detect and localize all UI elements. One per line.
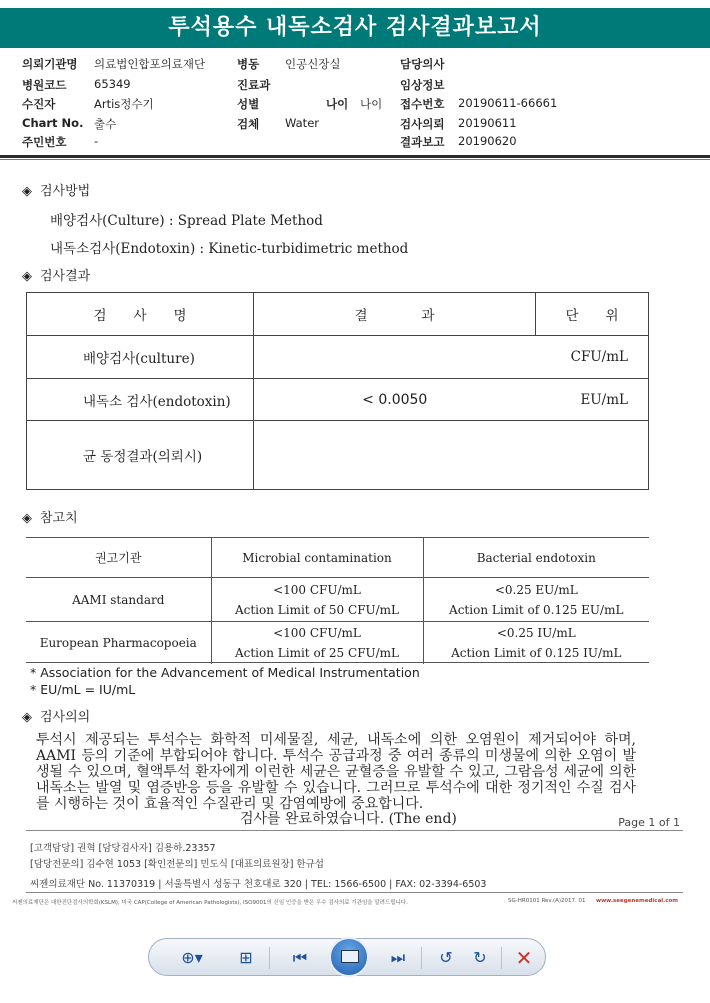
recipient-label: 수진자 (22, 97, 56, 111)
resident-no-value: - (94, 134, 99, 148)
fit-page-icon[interactable]: ⊞ (239, 948, 253, 967)
results-heading-text: 검사결과 (40, 269, 91, 284)
viewer-toolbar (148, 938, 546, 976)
ward-label: 병동 (237, 57, 260, 71)
opinion-heading (22, 706, 90, 725)
footer-divider-2 (26, 892, 683, 893)
clinical-info-label: 임상정보 (400, 78, 445, 92)
resident-no-label: 주민번호 (22, 135, 67, 149)
doctor-label: 담당의사 (400, 57, 445, 71)
ref-col-microbial: Microbial contamination (211, 538, 423, 578)
ref-microbial-cell (211, 622, 423, 664)
table-row (27, 336, 649, 379)
footer-address-line: 씨젠의료재단 No. 11370319 | 서울특별시 성동구 천호대로 320 | TEL: 1566-6500 | FAX: 02-3394-6503 (30, 879, 487, 890)
reference-heading-text: 참고치 (40, 511, 78, 526)
delete-icon[interactable]: ✕ (515, 946, 533, 970)
footer-form-code: SG-HR0101 Rev.(A)2017. 01 (508, 898, 586, 904)
chart-no-label: Chart No. (22, 116, 84, 130)
ref-col-org: 권고기관 (26, 538, 211, 578)
result-unit-cell: EU/mL (536, 379, 649, 421)
results-col-result: 결 과 (254, 293, 536, 336)
ref-col-endotoxin: Bacterial endotoxin (423, 538, 649, 578)
method-heading (22, 180, 90, 199)
results-heading (22, 265, 90, 284)
footer-staff-line: [고객담당] 권혁 [담당검사자] 김용하.23357 (30, 843, 216, 854)
rotate-cw-icon[interactable]: ↻ (473, 948, 487, 967)
result-name-cell: 배양검사(culture) (27, 336, 254, 379)
results-col-name: 검 사 명 (27, 293, 254, 336)
report-date-label: 결과보고 (400, 135, 445, 149)
reference-table (26, 537, 649, 664)
method-heading-text: 검사방법 (40, 184, 91, 199)
opinion-heading-text: 검사의의 (40, 710, 91, 725)
toolbar-separator (421, 947, 422, 969)
ref-action-limit-text: Action Limit of 0.125 EU/mL (449, 602, 624, 617)
table-row (26, 622, 649, 664)
result-name-cell: 내독소 검사(endotoxin) (27, 379, 254, 421)
results-col-unit: 단 위 (536, 293, 649, 336)
footer-url-link[interactable]: www.seegenemedical.com (596, 898, 679, 904)
result-value-cell (254, 336, 536, 379)
age-label: 나이 (326, 97, 349, 111)
specimen-label: 검체 (237, 117, 260, 131)
ref-endotoxin-cell (423, 622, 649, 664)
footer-accreditation-text: 씨젠의료재단은 대한진단검사의학회(KSLM), 미국 CAP(College of American Pathologists), ISO9001의 신임 인증을 받은 우수 검사의료 기관임을 알려드립니다. (12, 900, 408, 906)
ref-action-limit-text: Action Limit of 25 CFU/mL (234, 645, 400, 660)
result-value-cell (254, 421, 649, 490)
receipt-no-label: 접수번호 (400, 97, 445, 111)
end-statement: 검사를 완료하였습니다. (The end) (240, 811, 457, 827)
report-date-value: 20190620 (458, 134, 517, 148)
reference-note-aami: * Association for the Advancement of Medical Instrumentation (30, 665, 420, 680)
ref-org-cell: AAMI standard (26, 578, 211, 622)
header-divider-thin (0, 159, 710, 160)
screen-icon (341, 950, 359, 963)
footer-divider (26, 830, 683, 831)
header-divider (0, 155, 710, 158)
ward-value: 인공신장실 (285, 57, 341, 71)
next-page-icon[interactable]: ⏭ (390, 948, 406, 967)
zoom-in-icon[interactable]: ⊕▾ (181, 948, 203, 967)
reference-bottom-rule (26, 662, 649, 663)
method-culture-line: 배양검사(Culture) : Spread Plate Method (50, 213, 323, 229)
result-unit-cell: CFU/mL (536, 336, 649, 379)
institution-value: 의료법인합포의료재단 (94, 57, 206, 71)
dept-label: 진료과 (237, 78, 271, 92)
slideshow-icon[interactable] (329, 937, 369, 977)
reference-note-unit: * EU/mL = IU/mL (30, 682, 136, 697)
hospital-code-label: 병원코드 (22, 78, 67, 92)
recipient-value: Artis정수기 (94, 97, 154, 111)
ref-limit-text: <100 CFU/mL (273, 625, 361, 640)
diamond-bullet-icon: ◈ (22, 710, 32, 725)
ref-limit-text: <100 CFU/mL (273, 582, 361, 597)
institution-label: 의뢰기관명 (22, 57, 78, 71)
table-row (27, 421, 649, 490)
method-endotoxin-line: 내독소검사(Endotoxin) : Kinetic-turbidimetric method (50, 241, 409, 257)
request-date-label: 검사의뢰 (400, 117, 445, 131)
rotate-ccw-icon[interactable]: ↺ (439, 948, 453, 967)
diamond-bullet-icon: ◈ (22, 511, 32, 526)
request-date-value: 20190611 (458, 116, 517, 130)
table-row (26, 578, 649, 622)
toolbar-separator (269, 947, 270, 969)
ref-org-cell: European Pharmacopoeia (26, 622, 211, 664)
ref-limit-text: <0.25 IU/mL (496, 625, 576, 640)
ref-limit-text: <0.25 EU/mL (494, 582, 578, 597)
ref-microbial-cell (211, 578, 423, 622)
ref-action-limit-text: Action Limit of 50 CFU/mL (234, 602, 400, 617)
ref-endotoxin-cell (423, 578, 649, 622)
hospital-code-value: 65349 (94, 77, 131, 91)
footer-doctor-line: [담당전문의] 김수현 1053 [확인전문의] 민도식 [대표의료원장] 한규섭 (30, 859, 324, 870)
chart-no-value: 출수 (94, 117, 117, 131)
report-title: 투석용수 내독소검사 검사결과보고서 (0, 8, 710, 48)
ref-action-limit-text: Action Limit of 0.125 IU/mL (451, 645, 622, 660)
previous-page-icon[interactable]: ⏮ (292, 948, 308, 967)
result-value-cell: < 0.0050 (254, 379, 536, 421)
page-number: Page 1 of 1 (618, 816, 680, 829)
specimen-value: Water (285, 116, 319, 130)
table-row (27, 379, 649, 421)
age-value: 나이 (360, 97, 383, 111)
reference-heading (22, 507, 78, 526)
results-table (26, 292, 649, 490)
diamond-bullet-icon: ◈ (22, 269, 32, 284)
sex-label: 성별 (237, 97, 260, 111)
diamond-bullet-icon: ◈ (22, 184, 32, 199)
receipt-no-value: 20190611-66661 (458, 96, 558, 110)
toolbar-separator (501, 947, 502, 969)
result-name-cell: 균 동정결과(의뢰시) (27, 421, 254, 490)
opinion-paragraph: 투석시 제공되는 투석수는 화학적 미세물질, 세균, 내독소에 의한 오염원이 제거되어야 하며, AAMI 등의 기준에 부합되어야 합니다. 투석수 공급과정 중 여러 종류의 미생물에 의한 오염이 발생될 수 있으며, 혈액투석 환자에게 이런한 세균은 균혈증을 유발할 수 있고, 그람음성 세균에 의한 내독소는 발열 및 염증반응 등을 유발할 수 있습니다. 그러므로 투석수에 대한 정기적인 수질 검사를 시행하는 것이 효율적인 수질관리 및 감염예방에 중요합니다. (36, 732, 636, 812)
